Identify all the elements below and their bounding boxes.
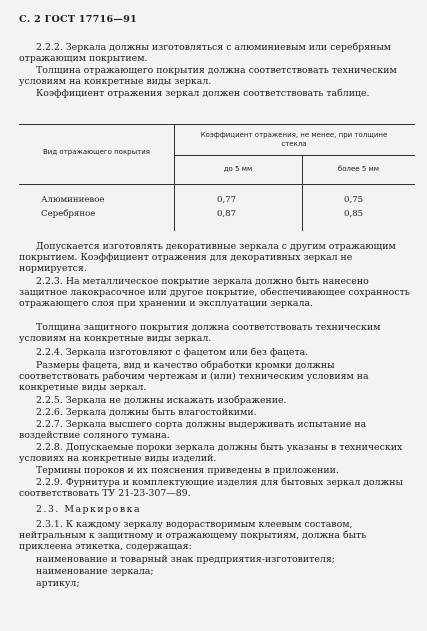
paragraph: 2.2.9. Фурнитура и комплектующие изделия для бытовых зеркал должны соответствовать ТУ 21-23-307—89. xyxy=(19,477,403,500)
reflection-table xyxy=(19,124,415,231)
list-item: наименование и товарный знак предприятия-изготовителя; xyxy=(36,554,335,565)
paragraph: Толщина защитного покрытия должна соответствовать техническим условиям на конкретные виды зеркал. xyxy=(19,322,381,345)
paragraph: Размеры фацета, вид и качество обработки кромки должны соответствовать рабочим чертежам и (или) техническим условиям на конкретные виды зеркал. xyxy=(19,360,369,394)
column-header-thin: до 5 мм xyxy=(223,165,253,173)
table-cell: 0,85 xyxy=(344,209,364,219)
column-header-thick: более 5 мм xyxy=(337,165,380,173)
table-cell: 0,75 xyxy=(344,195,364,205)
paragraph: Толщина отражающего покрытия должна соответствовать техническим условиям на конкретные виды зеркал. xyxy=(19,65,397,88)
paragraph: 2.2.5. Зеркала не должны искажать изображение. xyxy=(36,395,287,406)
column-header-group: Коэффициент отражения, не менее, при толщине стекла xyxy=(200,131,388,148)
paragraph: Термины пороков и их пояснения приведены в приложении. xyxy=(36,465,339,476)
paragraph: 2.2.7. Зеркала высшего сорта должны выдерживать испытание на воздействие соляного тумана. xyxy=(19,419,367,442)
section-title: 2.3. Маркировка xyxy=(36,504,142,515)
list-item: наименование зеркала; xyxy=(36,566,154,577)
paragraph: 2.2.8. Допускаемые пороки зеркала должны быть указаны в технических условиях на конкретные виды изделий. xyxy=(19,442,403,465)
table-cell: 0,77 xyxy=(217,195,237,205)
paragraph: 2.2.4. Зеркала изготовляют с фацетом или без фацета. xyxy=(36,347,309,358)
paragraph: 2.2.2. Зеркала должны изготовляться с алюминиевым или серебряным отражающим покрытием. xyxy=(19,42,392,65)
table-cell: Алюминиевое xyxy=(41,195,105,205)
paragraph: Коэффициент отражения зеркал должен соответствовать таблице. xyxy=(36,88,370,99)
table-cell: Серебряное xyxy=(41,209,96,219)
column-header-type: Вид отражающего покрытия xyxy=(43,148,150,156)
paragraph: Допускается изготовлять декоративные зеркала с другим отражающим покрытием. Коэффициент отражения для декоративных зеркал не нормируется. xyxy=(19,241,396,275)
table-cell: 0,87 xyxy=(217,209,237,219)
paragraph: 2.2.3. На металлическое покрытие зеркала должно быть нанесено защитное лакокрасочное или другое покрытие, обеспечивающее сохранность отражающего слоя при хранении и эксплуатации зеркала. xyxy=(19,276,410,310)
paragraph: 2.2.6. Зеркала должны быть влагостойкими. xyxy=(36,407,257,418)
list-item: артикул; xyxy=(36,578,80,589)
paragraph: 2.3.1. К каждому зеркалу водорастворимым клеевым составом, нейтральным к защитному и отражающему покрытиям, должна быть приклеена этикетка, содержащая: xyxy=(19,519,367,553)
page-header: С. 2 ГОСТ 17716—91 xyxy=(19,14,138,25)
